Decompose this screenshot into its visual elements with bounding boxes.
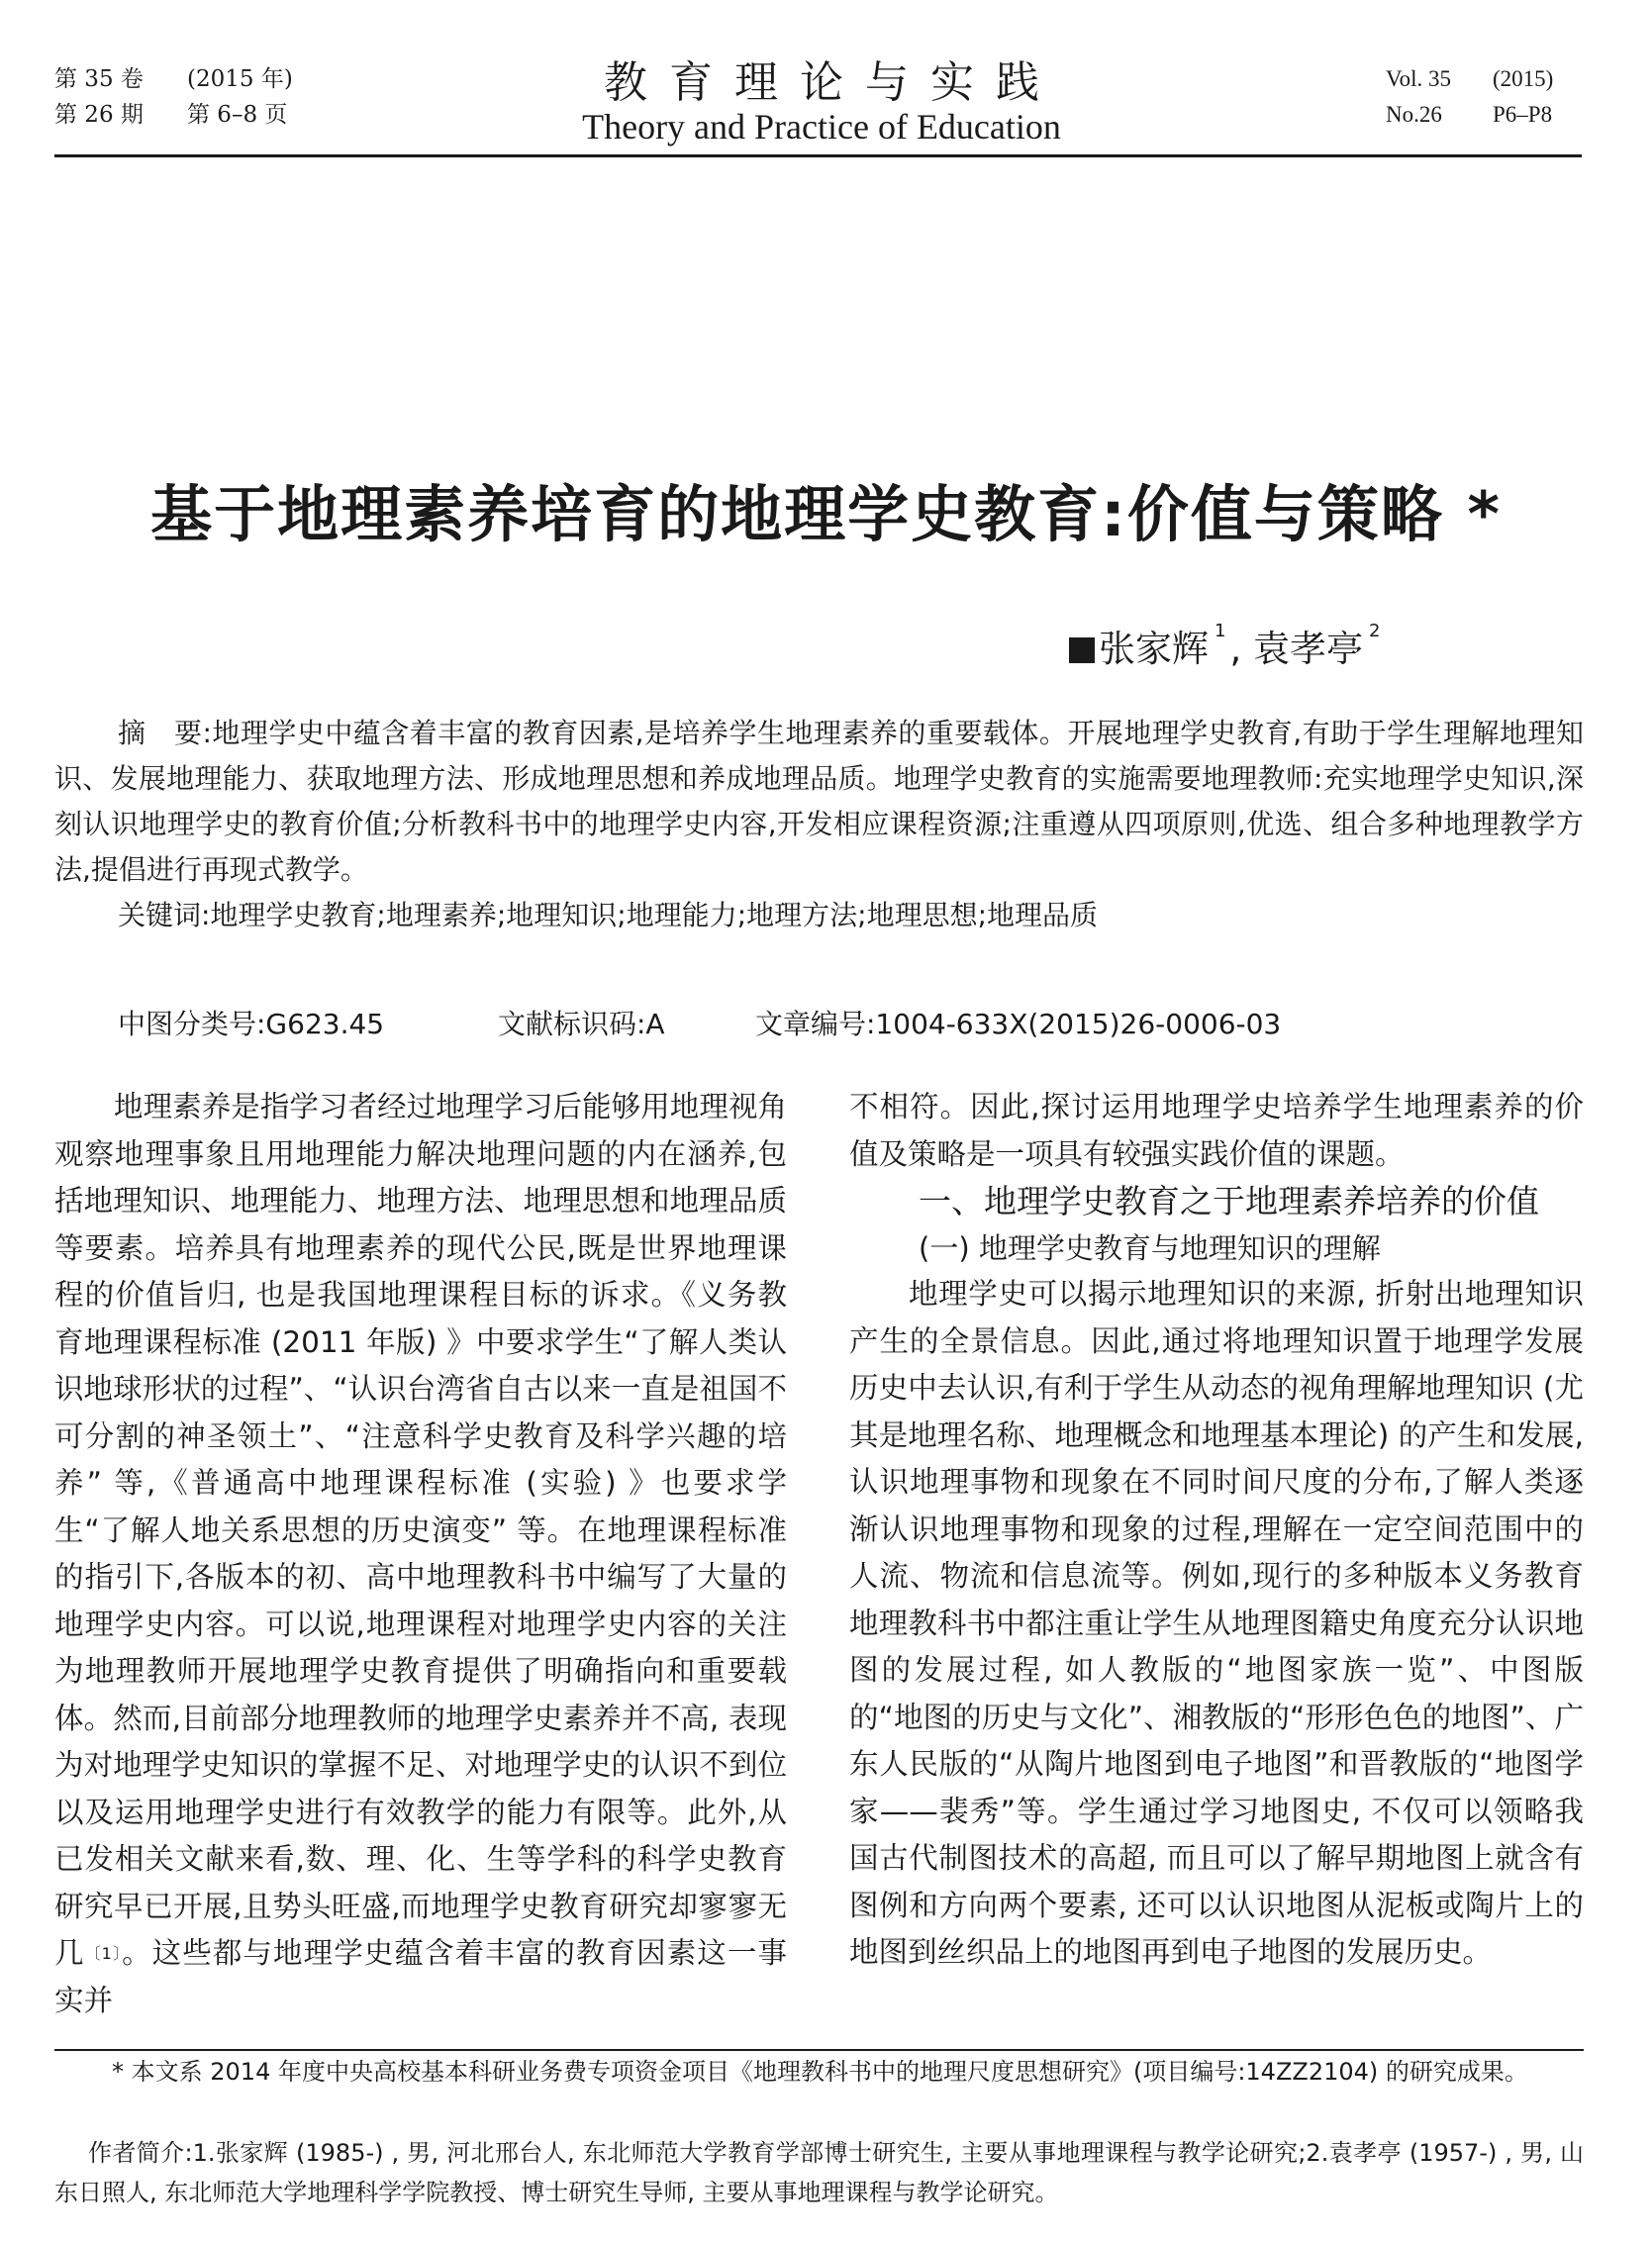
paragraph-text: 地理素养是指学习者经过地理学习后能够用地理视角观察地理事象且用地理能力解决地理问题的内在涵养,包括地理知识、地理能力、地理方法、地理思想和地理品质等要素。培养具有地理素养的现代公民,既是世界地理课程的价值旨归, 也是我国地理课程目标的诉求。《义务教育地理课程标准 (2011 年版) 》中要求学生“了解人类认识地球形状的过程”、“认识台湾省自古以来一直是祖国不可分割的神圣领土”、“注意科学史教育及科学兴趣的培养” 等,《普通高中地理课程标准 (实验) 》也要求学生“了解人地关系思想的历史演变” 等。在地理课程标准的指引下,各版本的初、高中地理教科书中编写了大量的地理学史内容。可以说,地理课程对地理学史内容的关注为地理教师开展地理学史教育提供了明确指向和重要载体。然而,目前部分地理教师的地理学史素养并不高, 表现为对地理学史知识的掌握不足、对地理学史的认识不到位以及运用地理学史进行有效教学的能力有限等。此外,从已发相关文献来看,数、理、化、生等学科的科学史教育研究早已开展,且势头旺盛,而地理学史教育研究却寥寥无几 bbox=[54, 1090, 787, 1970]
header-rule bbox=[54, 154, 1582, 157]
issue-cn: 第 26 期 bbox=[54, 102, 144, 128]
footnote-rule bbox=[54, 2049, 1584, 2051]
pages-cn: 第 6–8 页 bbox=[187, 102, 288, 128]
year-en: (2015) bbox=[1493, 66, 1554, 91]
author-1-affiliation: 1 bbox=[1215, 621, 1226, 641]
body-paragraph-continued: 不相符。因此,探讨运用地理学史培养学生地理素养的价值及策略是一项具有较强实践价值的课题。 bbox=[849, 1090, 1584, 1171]
article-number: 文章编号:1004-633X(2015)26-0006-03 bbox=[755, 1008, 1282, 1040]
volume-cn: 第 35 卷 bbox=[54, 66, 144, 92]
volume-en: Vol. 35 bbox=[1386, 66, 1452, 91]
classification-line bbox=[118, 1002, 1281, 1047]
keywords: 关键词:地理学史教育;地理素养;地理知识;地理能力;地理方法;地理思想;地理品质 bbox=[118, 899, 1099, 931]
citation-ref: 〔1〕 bbox=[84, 1944, 123, 1963]
journal-name-cn: 教育理论与实践 bbox=[604, 57, 1061, 108]
author-separator: , bbox=[1229, 628, 1253, 670]
body-paragraph bbox=[54, 1084, 787, 2024]
subsection-heading: (一) 地理学史教育与地理知识的理解 bbox=[919, 1231, 1381, 1265]
author-1: 张家辉 bbox=[1099, 628, 1209, 670]
abstract: 摘 要:地理学史中蕴含着丰富的教育因素,是培养学生地理素养的重要载体。开展地理学史教育,有助于学生理解地理知识、发展地理能力、获取地理方法、形成地理思想和养成地理品质。地理学史教育的实施需要地理教师:充实地理学史知识,深刻认识地理学史的教育价值;分析教科书中的地理学史内容,开发相应课程资源;注重遵从四项原则,优选、组合多种地理教学方法,提倡进行再现式教学。 bbox=[54, 717, 1584, 886]
pages-en: P6–P8 bbox=[1493, 102, 1553, 127]
author-marker-square bbox=[1069, 637, 1095, 663]
body-right-column bbox=[849, 1084, 1584, 1977]
issue-en: No.26 bbox=[1386, 102, 1442, 127]
clc-number: 中图分类号:G623.45 bbox=[118, 1008, 385, 1040]
footnote-funding bbox=[54, 2052, 1584, 2092]
journal-masthead bbox=[475, 57, 1168, 146]
author-2-affiliation: 2 bbox=[1368, 621, 1381, 641]
abstract-block bbox=[54, 711, 1584, 938]
journal-issue-info-cn bbox=[54, 61, 293, 133]
body-left-column bbox=[54, 1084, 787, 2024]
author-line bbox=[1069, 619, 1384, 672]
journal-name-en: Theory and Practice of Education bbox=[582, 107, 1061, 146]
body-paragraph: 地理学史可以揭示地理知识的来源, 折射出地理知识产生的全景信息。因此,通过将地理知识置于地理学发展历史中去认识,有利于学生从动态的视角理解地理知识 (尤其是地理名称、地理概念和地理基本理论) 的产生和发展, 认识地理事物和现象在不同时间尺度的分布,了解人类逐渐认识地理事物和现象的过程,理解在一定空间范围中的人流、物流和信息流等。例如,现行的多种版本义务教育地理教科书中都注重让学生从地理图籍史角度充分认识地图的发展过程, 如人教版的“地图家族一览”、中图版的“地图的历史与文化”、湘教版的“形形色色的地图”、广东人民版的“从陶片地图到电子地图”和晋教版的“地图学家——裴秀”等。学生通过学习地图史, 不仅可以领略我国古代制图技术的高超, 而且可以了解早期地图上就含有图例和方向两个要素, 还可以认识地图从泥板或陶片上的地图到丝织品上的地图再到电子地图的发展历史。 bbox=[849, 1277, 1584, 1969]
article-title: 基于地理素养培育的地理学史教育:价值与策略 * bbox=[150, 478, 1502, 550]
year-cn: (2015 年) bbox=[187, 66, 293, 92]
journal-issue-info-en bbox=[1386, 61, 1553, 133]
section-heading: 一、地理学史教育之于地理素养培养的价值 bbox=[919, 1182, 1539, 1220]
author-bio: 作者简介:1.张家辉 (1985-) , 男, 河北邢台人, 东北师范大学教育学部博士研究生, 主要从事地理课程与教学论研究;2.袁孝亭 (1957-) , 男, 山东日照人, 东北师范大学地理科学学院教授、博士研究生导师, 主要从事地理课程与教学论研究。 bbox=[54, 2139, 1584, 2206]
paragraph-text-tail: 。这些都与地理学史蕴含着丰富的教育因素这一事实并 bbox=[54, 1936, 787, 2017]
author-2: 袁孝亭 bbox=[1252, 628, 1363, 670]
footnote-bio bbox=[54, 2133, 1584, 2212]
funding-note: * 本文系 2014 年度中央高校基本科研业务费专项资金项目《地理教科书中的地理尺度思想研究》(项目编号:14ZZ2104) 的研究成果。 bbox=[112, 2058, 1528, 2086]
document-code: 文献标识码:A bbox=[498, 1008, 665, 1040]
